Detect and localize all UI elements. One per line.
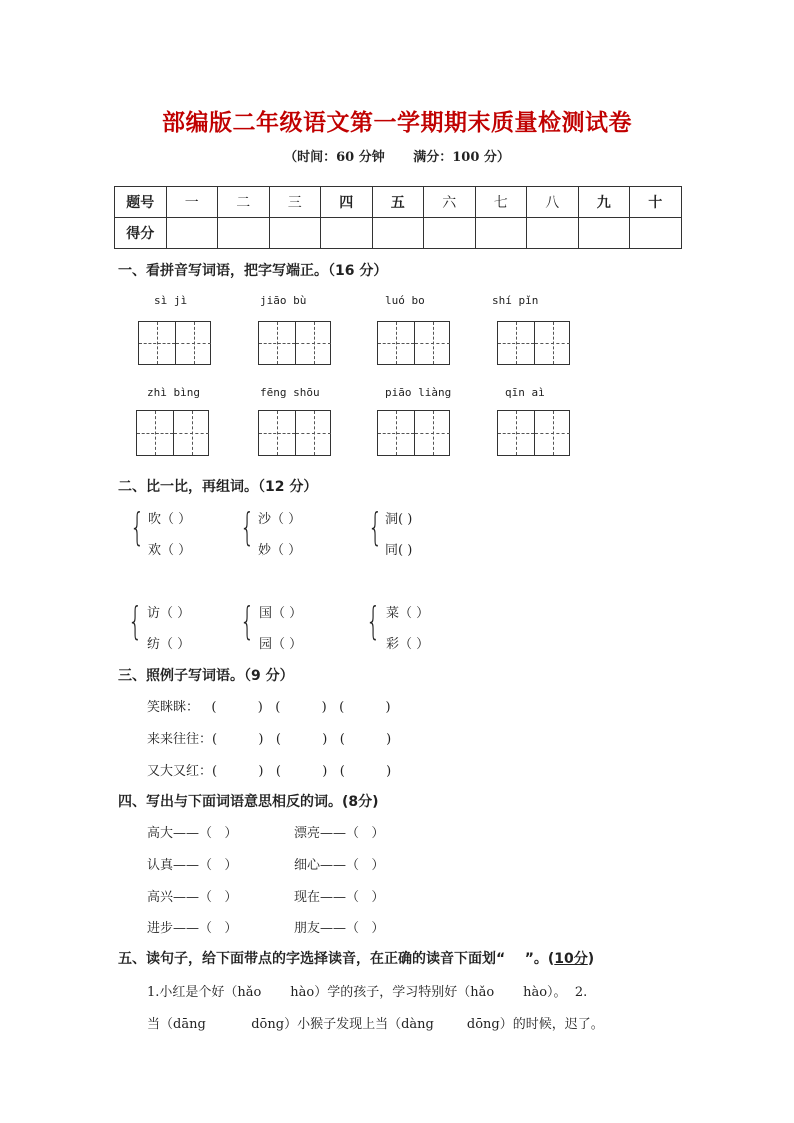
writing-grid[interactable] [497,410,570,456]
exam-info [0,146,794,165]
section-5-heading [118,948,594,968]
brace-icon: { [368,505,383,549]
score-input-cell[interactable] [578,218,630,249]
antonym-item[interactable]: 朋友——（ ） [294,921,385,936]
example-line[interactable]: 来来往往：( ) ( ) ( ) [147,732,392,747]
writing-grid[interactable] [258,410,331,456]
score-header-row [115,187,682,218]
brace-icon: { [240,505,255,549]
word-pair-a[interactable]: 洞( ) [385,512,413,527]
score-cell: 十 [630,187,682,218]
word-pair-a[interactable]: 菜（ ） [386,606,430,621]
section-5-score: 10分 [554,951,588,967]
example-line[interactable]: 又大又红：( ) ( ) ( ) [147,764,392,779]
score-input-cell[interactable] [630,218,682,249]
writing-grid[interactable] [258,321,331,365]
word-pair-a[interactable]: 访（ ） [147,606,191,621]
reading-sentence[interactable]: 1.小红是个好（hǎo hào）学的孩子，学习特别好（hǎo hào）。 2. [147,985,588,1000]
pinyin-label: fēng shōu [260,386,320,399]
score-input-cell[interactable] [321,218,373,249]
word-pair-b[interactable]: 彩（ ） [386,637,430,652]
writing-grid[interactable] [497,321,570,365]
antonym-item[interactable]: 进步——（ ） [147,921,238,936]
pinyin-label: luó bo [385,294,425,307]
score-input-cell[interactable] [166,218,218,249]
score-cell: 一 [166,187,218,218]
word-pair-a[interactable]: 沙（ ） [258,512,302,527]
pinyin-label: sì jì [154,294,188,307]
antonym-item[interactable]: 现在——（ ） [294,890,385,905]
score-cell: 七 [475,187,527,218]
word-pair-b[interactable]: 妙（ ） [258,543,302,558]
score-cell: 三 [269,187,321,218]
writing-grid[interactable] [377,410,450,456]
section-5-heading-text: 五、读句子，给下面带点的字选择读音，在正确的读音下面划“ ”。( [118,951,555,967]
section-5-heading-end: ) [587,951,595,967]
score-cell: 得分 [115,218,167,249]
score-cell: 八 [527,187,579,218]
reading-sentence[interactable]: 当（dāng dōng）小猴子发现上当（dàng dōng）的时候，迟了。 [147,1017,604,1032]
word-pair-b[interactable]: 园（ ） [259,637,303,652]
pinyin-label: shí pǐn [492,294,539,307]
exam-time: （时间：60 分钟 [284,150,385,165]
antonym-item[interactable]: 细心——（ ） [294,858,385,873]
section-1-heading: 一、看拼音写词语，把字写端正。（16 分） [118,263,388,279]
section-3-heading: 三、照例子写词语。（9 分） [118,668,294,684]
section-4-heading: 四、写出与下面词语意思相反的词。(8分) [118,794,379,810]
score-input-cell[interactable] [218,218,270,249]
score-cell: 五 [372,187,424,218]
word-pair-a[interactable]: 吹（ ） [148,512,192,527]
example-line[interactable]: 笑眯眯： ( ) ( ) ( ) [147,700,391,715]
score-input-cell[interactable] [475,218,527,249]
page-title: 部编版二年级语文第一学期期末质量检测试卷 [162,110,632,136]
word-pair-b[interactable]: 欢（ ） [148,543,192,558]
pinyin-label: jiāo bù [260,294,307,307]
score-input-cell[interactable] [527,218,579,249]
writing-grid[interactable] [377,321,450,365]
score-cell: 六 [424,187,476,218]
antonym-item[interactable]: 高兴——（ ） [147,890,238,905]
score-input-cell[interactable] [424,218,476,249]
word-pair-b[interactable]: 同( ) [385,543,413,558]
pinyin-label: piāo liàng [385,386,452,399]
score-cell: 九 [578,187,630,218]
exam-full-score: 满分：100 分） [413,150,510,165]
writing-grid[interactable] [138,321,211,365]
score-input-cell[interactable] [269,218,321,249]
score-table [114,186,682,249]
writing-grid[interactable] [136,410,209,456]
score-cell: 二 [218,187,270,218]
antonym-item[interactable]: 认真——（ ） [147,858,238,873]
brace-icon: { [240,599,255,643]
pinyin-label: zhì bìng [147,386,200,399]
score-input-cell[interactable] [372,218,424,249]
score-cell: 四 [321,187,373,218]
antonym-item[interactable]: 高大——（ ） [147,826,238,841]
word-pair-b[interactable]: 纺（ ） [147,637,191,652]
section-2-heading: 二、比一比，再组词。（12 分） [118,479,318,495]
brace-icon: { [128,599,143,643]
antonym-item[interactable]: 漂亮——（ ） [294,826,385,841]
brace-icon: { [130,505,145,549]
brace-icon: { [366,599,381,643]
word-pair-a[interactable]: 国（ ） [259,606,303,621]
score-cell: 题号 [115,187,167,218]
score-value-row [115,218,682,249]
pinyin-label: qīn aì [505,386,545,399]
